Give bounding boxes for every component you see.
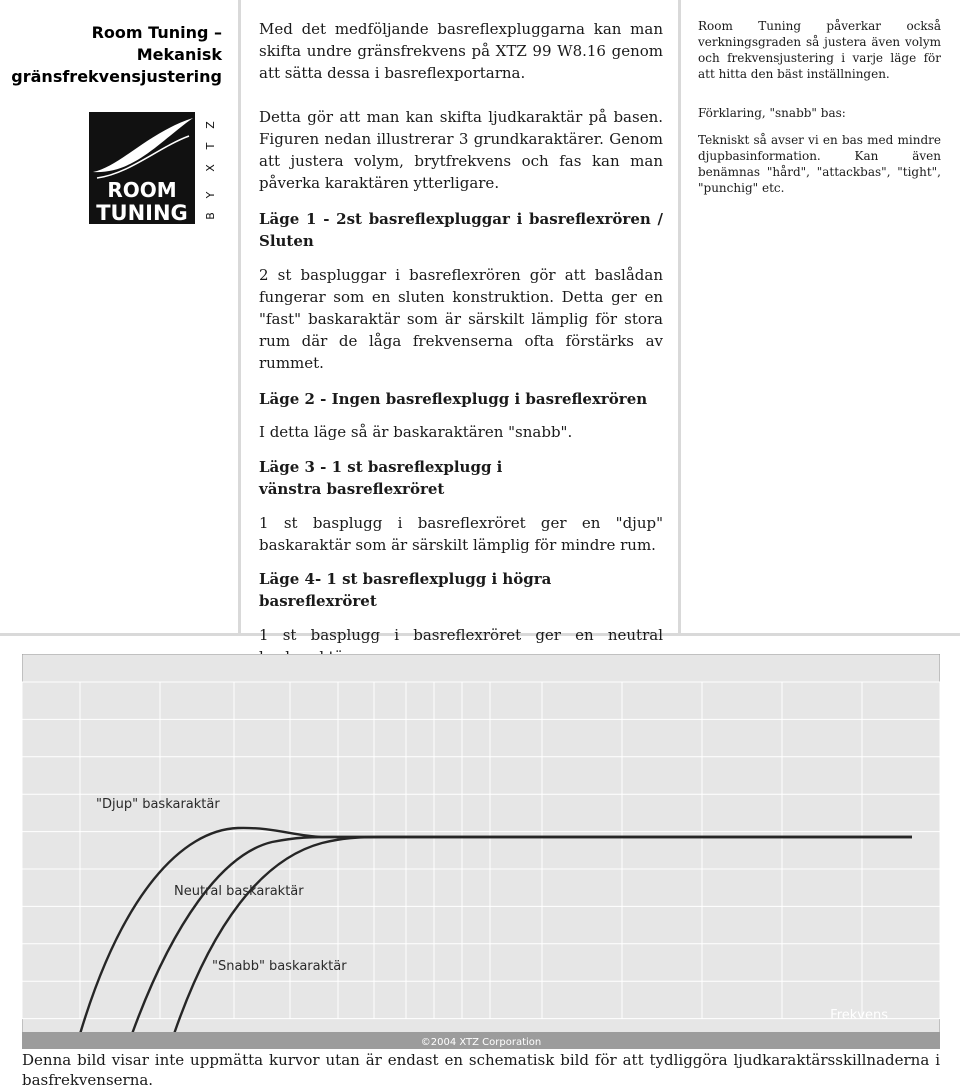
intro-paragraph: Med det medföljande basreflexpluggarna kan man skifta undre gränsfrekvens på XTZ 99 W8.16 genom att sätta dessa i basreflexportarna. [259,20,663,82]
column-divider [238,0,241,636]
title-line: gränsfrekvensjustering [11,67,222,86]
document-title [2,22,222,88]
room-tuning-logo [89,112,217,224]
section-heading: Läge 4- 1 st basreflexplugg i högra basreflexröret [259,570,552,610]
aside-column [698,18,941,196]
figure-caption: Denna bild visar inte uppmätta kurvor utan är endast en schematisk bild för att tydliggöra ljudkaraktärsskillnaderna i basfrekvenserna. [22,1051,940,1089]
aside-body: Tekniskt så avser vi en bas med mindre djupbasinformation. Kan även benämnas "hård", "attackbas", "tight", "punchig" etc. [698,133,941,195]
column-divider [678,0,681,636]
section-body: I detta läge så är baskaraktären "snabb". [259,423,573,441]
section-heading: Läge 1 - 2st basreflexpluggar i basreflexrören / Sluten [259,210,663,250]
section-heading: Läge 3 - 1 st basreflexplugg i vänstra basreflexröret [259,458,503,498]
series-label-snabb: "Snabb" baskaraktär [212,959,347,974]
section-body: 1 st basplugg i basreflexröret ger en "djup" baskaraktär som är särskilt lämplig för mindre rum. [259,514,663,554]
logo-word-room: ROOM [107,178,177,202]
title-line: Mekanisk [136,45,222,64]
bass-character-chart [22,654,940,1049]
logo-byline-letter: Z [204,121,217,129]
section-heading: Läge 2 - Ingen basreflexplugg i basreflexrören [259,390,648,408]
section-body: 2 st baspluggar i basreflexrören gör att baslådan fungerar som en sluten konstruktion. Detta ger en "fast" baskaraktär som är särskilt lämplig för stora rum där de låga frekvenserna ofta förstärks av rummet. [259,266,663,372]
title-line: Room Tuning – [91,23,222,42]
series-label-djup: "Djup" baskaraktär [96,797,220,812]
logo-byline-letter: T [204,142,217,150]
series-label-neutral: Neutral baskaraktär [174,884,304,899]
aside-heading: Förklaring, "snabb" bas: [698,106,846,120]
copyright-text: ©2004 XTZ Corporation [420,1037,542,1048]
logo-byline [204,121,217,220]
section-body: 1 st basplugg i basreflexröret ger en neutral [259,626,663,644]
logo-byline-letter: X [204,164,217,172]
x-axis-label: Frekvens [830,1008,888,1023]
logo-byline-letter: B [204,212,217,220]
main-column [259,18,663,668]
intro-paragraph: Detta gör att man kan skifta ljudkaraktär på basen. Figuren nedan illustrerar 3 grundkaraktärer. Genom att justera volym, brytfrekvens och fas kan man påverka karaktären ytterligare. [259,108,663,192]
aside-note: Room Tuning påverkar också verkningsgraden så justera även volym och frekvensjustering i varje läge för att hitta den bäst inställningen. [698,19,941,81]
logo-word-tuning: TUNING [96,201,188,224]
logo-byline-letter: Y [204,191,217,199]
